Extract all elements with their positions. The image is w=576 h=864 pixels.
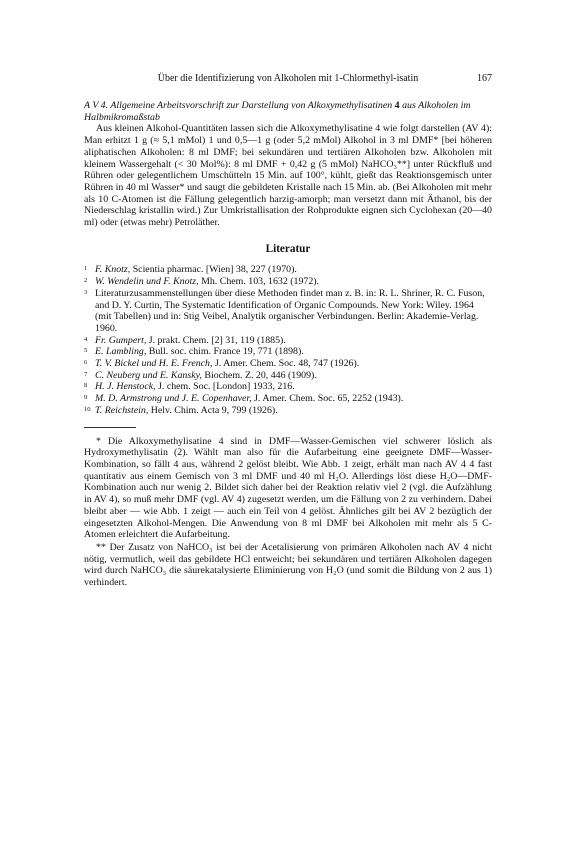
reference-list bbox=[84, 264, 492, 416]
running-title: Über die Identifizierung von Alkoholen mit 1-Chlormethyl-isatin bbox=[157, 73, 419, 84]
page-body bbox=[84, 100, 492, 589]
literature-heading: Literatur bbox=[265, 242, 311, 255]
reference-number: 9 bbox=[84, 394, 88, 402]
reference-text bbox=[95, 393, 492, 405]
reference-number: 1 bbox=[84, 265, 88, 273]
reference-citation: Scientia pharmac. [Wien] 38, 227 (1970). bbox=[130, 264, 297, 276]
reference-number: 3 bbox=[84, 288, 88, 296]
reference-authors: T. Reichstein, bbox=[95, 404, 149, 416]
reference-item bbox=[84, 393, 492, 405]
reference-item bbox=[84, 405, 492, 417]
page-number: 167 bbox=[477, 73, 492, 84]
reference-number: 2 bbox=[84, 277, 88, 285]
reference-text bbox=[95, 335, 492, 347]
reference-text bbox=[95, 381, 492, 393]
reference-item bbox=[84, 370, 492, 382]
reference-item bbox=[84, 288, 492, 335]
footnote-1: * Die Alkoxymethylisatine 4 sind in DMF—Wasser-Gemischen viel schwerer löslich als Hydroxymethylisatin (2). Wählt man also für die Aufarbeitung eine geeignete DMF—Wasser-Kombination, so fällt 4 aus, während 2 gelöst bleibt. Wie Abb. 1 zeigt, erhält man nach AV 4 4 fast quantitativ aus einem Gemisch von 3 ml DMF und 40 ml H₂O. Allerdings löst diese H₂O—DMF-Kombination auch nur wenig 2. Bildet sich daher bei der Reaktion relativ viel 2 (vgl. die Aufzählung in AV 4), so muß mehr DMF (vgl. AV 4) zugesetzt werden, um die Fällung von 2 zu verhindern. Dabei bleibt aber — wie Abb. 1 zeigt — auch ein Teil von 4 gelöst. Ähnliches gilt bei AV 2 bezüglich der eingesetzten Alkohol-Mengen. Die Anwendung von 8 ml DMF bei Alkoholen mit mehr als 5 C-Atomen erleichtert die Aufarbeitung. bbox=[84, 435, 492, 541]
reference-text bbox=[95, 264, 492, 276]
reference-item bbox=[84, 381, 492, 393]
reference-number: 6 bbox=[84, 359, 88, 367]
reference-text bbox=[95, 370, 492, 382]
reference-number: 7 bbox=[84, 370, 88, 378]
reference-item bbox=[84, 358, 492, 370]
reference-authors: H. J. Henstock, bbox=[95, 381, 156, 393]
reference-text bbox=[95, 288, 492, 335]
reference-citation: J. chem. Soc. [London] 1933, 216. bbox=[155, 381, 295, 393]
reference-number: 8 bbox=[84, 382, 88, 390]
reference-text bbox=[95, 358, 492, 370]
footnote-divider bbox=[84, 427, 136, 428]
procedure-title-num: 4 bbox=[394, 100, 400, 111]
procedure-title bbox=[84, 100, 492, 123]
reference-number: 4 bbox=[84, 335, 88, 343]
reference-authors: C. Neuberg und E. Kansky, bbox=[95, 369, 202, 381]
reference-citation: J. Amer. Chem. Soc. 48, 747 (1926). bbox=[212, 358, 360, 370]
reference-text bbox=[95, 276, 492, 288]
reference-citation: Literaturzusammenstellungen über diese Methoden findet man z. B. in: R. L. Shriner, R. C. Fuson, and D. Y. Curtin, The Systematic Identification of Organic Compounds. New York: Wiley. 1964 (mit Tabellen) und in: Stig Veibel, Analytik organischer Verbindungen. Berlin: Akademie-Verlag. 1960. bbox=[95, 287, 485, 334]
reference-authors: W. Wendelin und F. Knotz, bbox=[95, 276, 199, 288]
footnote-2: ** Der Zusatz von NaHCO₃ ist bei der Acetalisierung von primären Alkoholen nach AV 4 nicht nötig, vermutlich, weil das gebildete HCl entweicht; bei sekundären und tertiären Alkoholen dagegen wird durch NaHCO₃ die säurekatalysierte Eliminierung von H₂O (und somit die Bildung von 2 aus 1) verhindert. bbox=[84, 541, 492, 589]
reference-authors: F. Knotz, bbox=[95, 264, 131, 276]
reference-item bbox=[84, 276, 492, 288]
reference-text bbox=[95, 405, 492, 417]
procedure-title-part1: A V 4. Allgemeine Arbeitsvorschrift zur Darstellung von Alkoxymethylisatinen bbox=[84, 100, 393, 111]
reference-citation: Biochem. Z. 20, 446 (1909). bbox=[201, 369, 317, 381]
reference-citation: Bull. soc. chim. France 19, 771 (1898). bbox=[146, 346, 304, 358]
reference-citation: J. prakt. Chem. [2] 31, 119 (1885). bbox=[146, 334, 286, 346]
reference-citation: Mh. Chem. 103, 1632 (1972). bbox=[198, 276, 320, 288]
reference-text bbox=[95, 346, 492, 358]
running-header bbox=[84, 72, 492, 85]
reference-number: 5 bbox=[84, 347, 88, 355]
reference-item bbox=[84, 335, 492, 347]
procedure-title-part2: aus Alkoholen im Halbmikromaßstab bbox=[84, 100, 471, 123]
reference-item bbox=[84, 346, 492, 358]
reference-citation: J. Amer. Chem. Soc. 65, 2252 (1943). bbox=[251, 393, 404, 405]
reference-item bbox=[84, 264, 492, 276]
procedure-paragraph: Aus kleinen Alkohol-Quantitäten lassen sich die Alkoxymethylisatine 4 wie folgt darstellen (AV 4): Man erhitzt 1 g (≈ 5,1 mMol) 1 und 0,5—1 g (oder 5,2 mMol) Alkohol in 3 ml DMF* [bei höheren aliphatischen Alkoholen: 8 ml DMF; bei sekundären und tertiären Alkoholen bzw. Alkoholen mit kleinem Wassergehalt (< 30 Mol%): 8 ml DMF + 0,42 g (5 mMol) NaHCO₃**] unter Rückfluß und Rühren oder gelegentlichem Umschütteln 15 Min. auf 100°, kühlt, gießt das Reaktionsgemisch unter Rühren in 40 ml Wasser* und saugt die gebildeten Kristalle nach 15 Min. ab. (Bei Alkoholen mit mehr als 10 C-Atomen ist die Fällung gelegentlich harzig-amorph; man versetzt dann mit Äthanol, bis der Niederschlag kristallin wird.) Zur Umkristallisation der Rohprodukte eignen sich Cyclohexan (20—40 ml) oder (etwas mehr) Petroläther. bbox=[84, 123, 492, 229]
reference-authors: M. D. Armstrong und J. E. Copenhaver, bbox=[95, 393, 252, 405]
reference-authors: Fr. Gumpert, bbox=[95, 334, 147, 346]
reference-citation: Helv. Chim. Acta 9, 799 (1926). bbox=[148, 404, 278, 416]
reference-authors: T. V. Bickel und H. E. French, bbox=[95, 358, 213, 370]
reference-number: 10 bbox=[84, 405, 91, 413]
reference-authors: E. Lambling, bbox=[95, 346, 147, 358]
